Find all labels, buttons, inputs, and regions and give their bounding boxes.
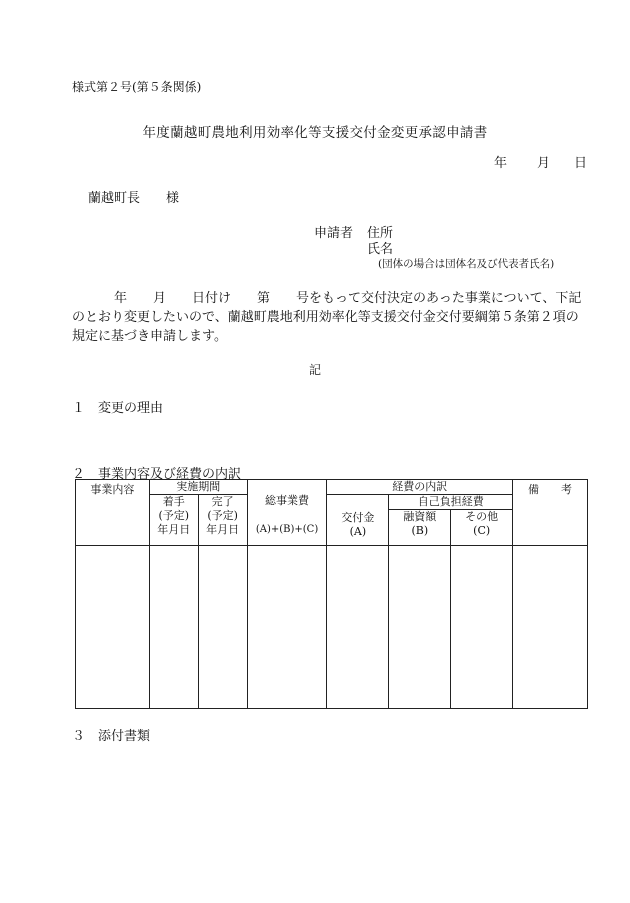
start-label: 着手 (162, 495, 185, 508)
end-planned: (予定) (207, 509, 238, 522)
addressee: 蘭越町長 様 (88, 191, 180, 206)
project-content-header: 事業内容 (76, 480, 150, 546)
grant-label: 交付金 (341, 511, 375, 524)
other-c: (C) (473, 524, 491, 537)
table-row (76, 546, 588, 709)
body-line-2: のとおり変更したいので、蘭越町農地利用効率化等支援交付金交付要綱第５条第２項の (72, 310, 579, 325)
cell-end-date[interactable] (198, 546, 247, 709)
self-burden-header: 自己負担経費 (389, 495, 513, 510)
start-ymd: 年月日 (157, 523, 191, 536)
applicant-note: (団体の場合は団体名及び代表者氏名) (378, 258, 555, 270)
section-attachments: ３ 添付書類 (72, 729, 151, 744)
body-line-1: 年 月 日付け 第 号をもって交付決定のあった事業について、下記 (114, 291, 582, 306)
end-date-header (198, 495, 247, 546)
cell-remarks[interactable] (513, 546, 588, 709)
remarks-header: 備 考 (513, 480, 588, 546)
cell-other[interactable] (451, 546, 513, 709)
name-label: 氏名 (367, 242, 394, 257)
date-year: 年 (494, 156, 508, 171)
section-project-expenses: ２ 事業内容及び経費の内訳 (72, 467, 242, 482)
expense-table (75, 479, 588, 709)
grant-header (327, 495, 389, 546)
other-label: その他 (465, 510, 499, 523)
body-paragraph (72, 289, 602, 346)
start-planned: (予定) (158, 509, 190, 522)
body-line-3: 規定に基づき申請します。 (72, 329, 227, 344)
total-cost-label: 総事業費 (265, 494, 310, 507)
cell-loan[interactable] (389, 546, 451, 709)
cell-grant[interactable] (327, 546, 389, 709)
address-label: 住所 (367, 226, 394, 241)
loan-label: 融資額 (403, 510, 437, 523)
ki-heading: 記 (308, 363, 321, 377)
cell-total-cost[interactable] (247, 546, 327, 709)
date-month: 月 (537, 156, 551, 171)
cell-start-date[interactable] (149, 546, 198, 709)
total-cost-header (247, 480, 327, 546)
other-header (451, 510, 513, 546)
end-label: 完了 (211, 495, 234, 508)
total-cost-formula: (A)+(B)+(C) (255, 524, 319, 535)
end-ymd: 年月日 (206, 523, 240, 536)
loan-b: (B) (411, 524, 429, 537)
applicant-label: 申請者 (314, 226, 354, 241)
date-day: 日 (574, 156, 588, 171)
form-number: 様式第２号(第５条関係) (72, 80, 202, 94)
grant-a: (A) (349, 525, 367, 538)
section-change-reason: １ 変更の理由 (72, 401, 164, 416)
document-title: 年度蘭越町農地利用効率化等支援交付金変更承認申請書 (142, 125, 488, 141)
start-date-header (149, 495, 198, 546)
period-header: 実施期間 (149, 480, 247, 495)
cell-project-content[interactable] (76, 546, 150, 709)
loan-header (389, 510, 451, 546)
breakdown-header: 経費の内訳 (327, 480, 513, 495)
